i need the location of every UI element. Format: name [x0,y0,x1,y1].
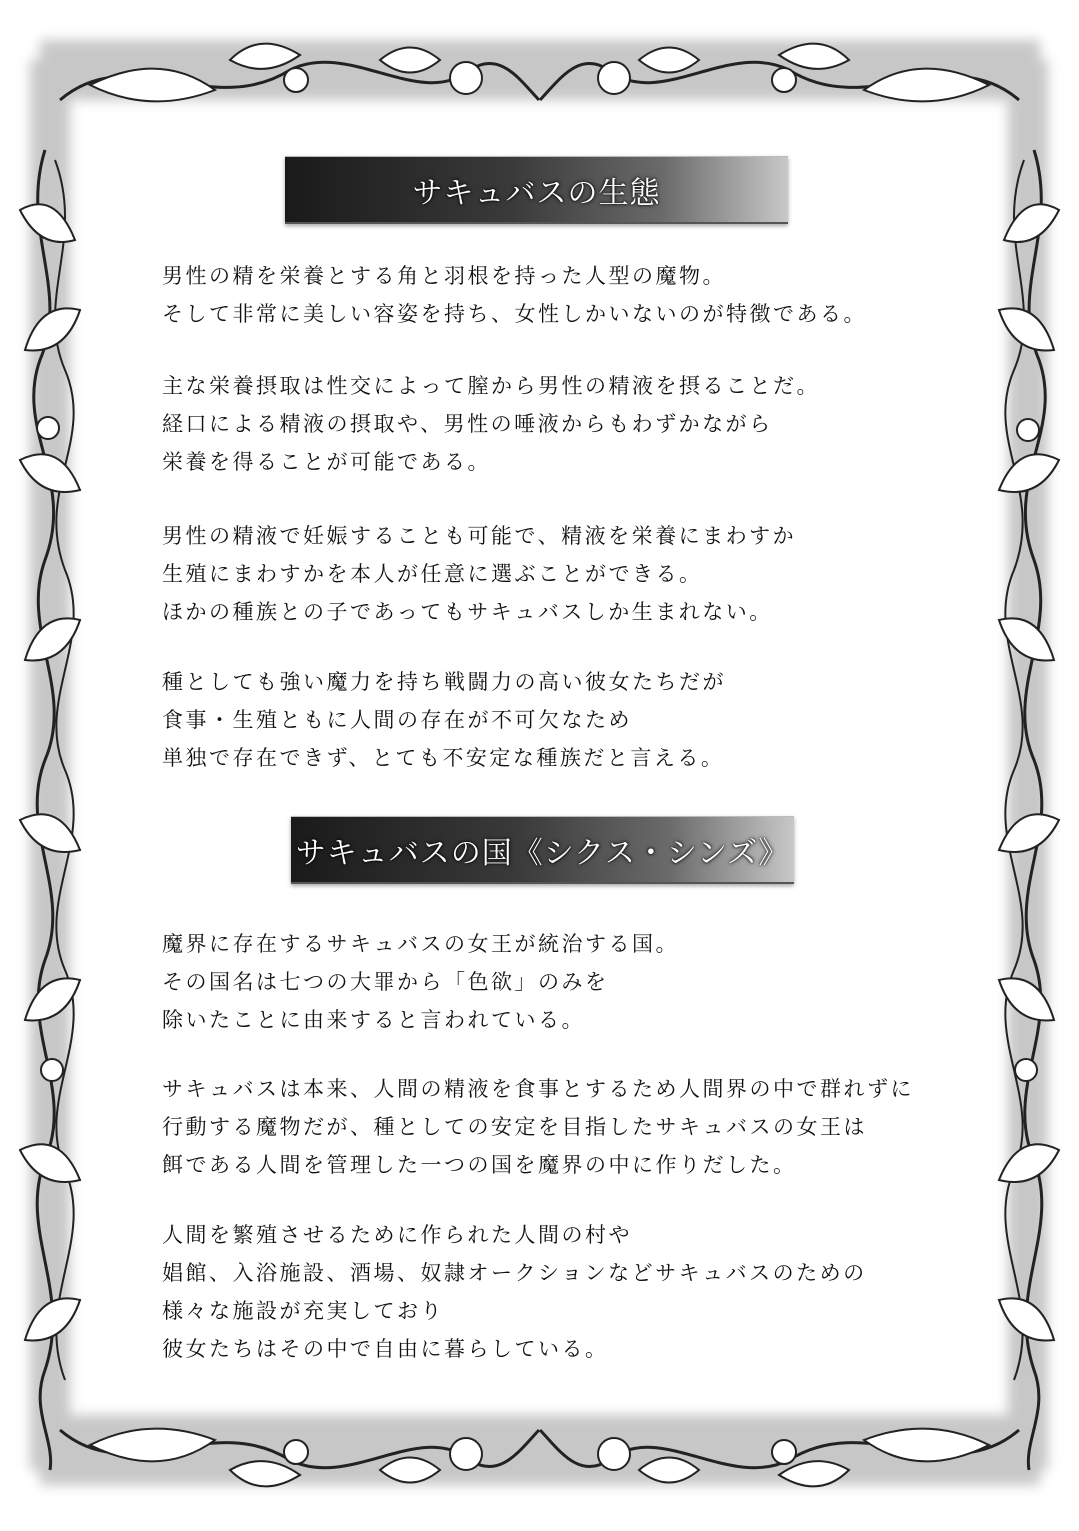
section-title-ecology: サキュバスの生態 [285,156,788,224]
text-line: 様々な施設が充実しており [162,1299,444,1323]
text-line: サキュバスは本来、人間の精液を食事とするため人間界の中で群れずに [162,1077,914,1101]
text-line: 男性の精液で妊娠することも可能で、精液を栄養にまわすか [162,524,797,548]
paragraph [162,517,962,631]
paragraph [162,1070,962,1184]
text-line: 単独で存在できず、とても不安定な種族だと言える。 [162,746,725,770]
text-line: 彼女たちはその中で自由に暮らしている。 [162,1337,609,1361]
text-line: 主な栄養摂取は性交によって膣から男性の精液を摂ることだ。 [162,374,820,398]
text-line: 餌である人間を管理した一つの国を魔界の中に作りだした。 [162,1153,797,1177]
paragraph [162,925,962,1039]
text-line: 栄養を得ることが可能である。 [162,450,491,474]
text-line: 除いたことに由来すると言われている。 [162,1008,585,1032]
text-line: 男性の精を栄養とする角と羽根を持った人型の魔物。 [162,264,726,288]
text-line: 魔界に存在するサキュバスの女王が統治する国。 [162,932,679,956]
text-line: 娼館、入浴施設、酒場、奴隷オークションなどサキュバスのための [162,1261,867,1285]
text-line: ほかの種族との子であってもサキュバスしか生まれない。 [162,600,773,624]
text-line: 生殖にまわすかを本人が任意に選ぶことができる。 [162,562,703,586]
text-line: その国名は七つの大罪から「色欲」のみを [162,970,609,994]
text-line: 種としても強い魔力を持ち戦闘力の高い彼女たちだが [162,670,726,694]
paragraph [162,663,962,777]
text-line: 人間を繁殖させるために作られた人間の村や [162,1223,632,1247]
paragraph [162,1216,962,1368]
text-line: 経口による精液の摂取や、男性の唾液からもわずかながら [162,412,773,436]
paragraph [162,367,962,481]
section-title-nation: サキュバスの国《シクス・シンズ》 [291,816,794,884]
text-line: そして非常に美しい容姿を持ち、女性しかいないのが特徴である。 [162,302,867,326]
paragraph [162,257,962,333]
text-line: 行動する魔物だが、種としての安定を目指したサキュバスの女王は [162,1115,867,1139]
text-line: 食事・生殖ともに人間の存在が不可欠なため [162,708,632,732]
